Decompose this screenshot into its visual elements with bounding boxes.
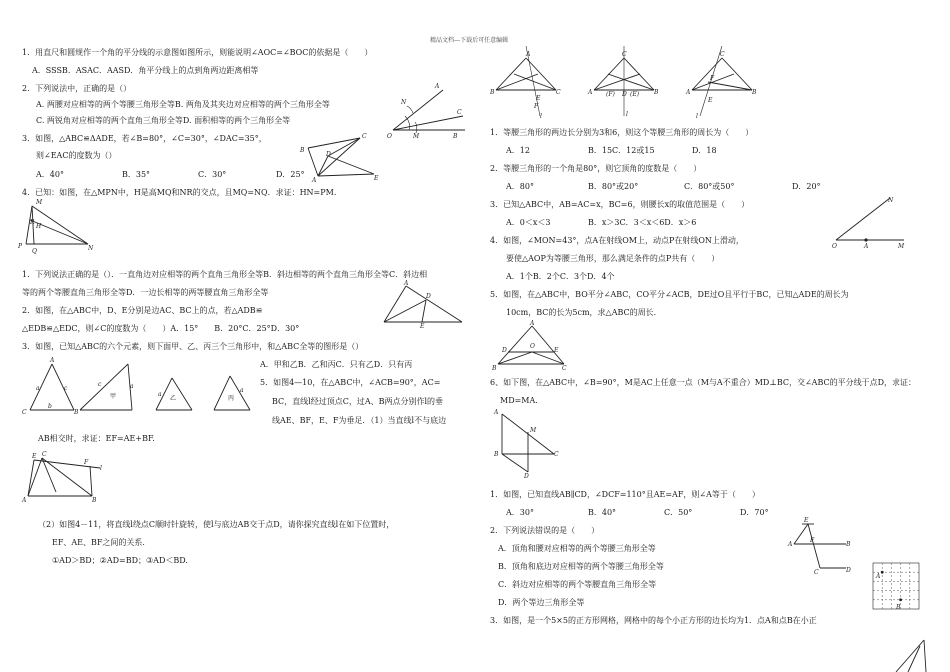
right-q5-stem-cont: 10cm，BC的长为5cm，求△ABC的周长．	[506, 308, 662, 317]
question-3-stem-cont: 则∠EAC的度数为（）	[36, 151, 117, 160]
section2-q5-part2: （2）如图4－11，将直线l绕点C顺时针旋转，使l与底边AB交于点D，请你探究直线l在如下位置时，	[38, 520, 395, 529]
svg-text:c: c	[64, 385, 68, 392]
triangle-jia-label: 甲	[110, 393, 117, 400]
right-q4-options: A．1个B．2个C．3个D．4个	[506, 272, 615, 281]
triangle-bisector-o-figure	[492, 322, 572, 372]
svg-text:B: B	[896, 604, 901, 611]
right-q3-option-a: A．0＜x＜3	[506, 218, 551, 227]
svg-text:B: B	[492, 365, 497, 372]
svg-text:C: C	[362, 133, 367, 140]
section2-q5-cont1: BC，直线l经过顶点C，过A、B两点分别作l的垂	[272, 397, 444, 406]
right-s2-q2-option-b: B．顶角和底边对应相等的两个等腰三角形全等	[498, 562, 664, 571]
svg-text:M: M	[530, 427, 537, 434]
question-3-option-c: C．30°	[198, 170, 227, 179]
top-figure-3	[686, 44, 766, 119]
right-s2-q2-stem: 2．下列说法错误的是（ ）	[490, 526, 600, 535]
section2-q1-stem: 1．下列说法正确的是（）．一直角边对应相等的两个直角三角形全等B．斜边相等的两个直角三角形全等C．斜边相	[22, 270, 428, 279]
svg-text:E: E	[32, 453, 37, 460]
svg-text:M: M	[413, 133, 420, 140]
perpendicular-line-figure	[22, 448, 107, 503]
svg-text:C: C	[554, 451, 559, 458]
right-s2-q1-stem: 1．如图，已知直线AB∥CD，∠DCF=110°且AE=AF，则∠A等于（ ）	[490, 490, 760, 499]
triangle-ade-figure	[380, 280, 470, 330]
svg-text:l: l	[696, 113, 698, 120]
svg-text:b: b	[48, 403, 52, 410]
svg-text:O: O	[530, 343, 535, 350]
svg-text:D: D	[426, 293, 431, 300]
question-2-options-cd: C. 两锐角对应相等的两个直角三角形全等D. 面积相等的两个三角形全等	[36, 116, 291, 125]
top-figure-2	[588, 44, 668, 119]
svg-text:A: A	[494, 409, 499, 416]
svg-text:E: E	[554, 347, 559, 354]
svg-text:l: l	[540, 113, 542, 120]
svg-text:B: B	[74, 409, 79, 416]
question-1-stem: 1．用直尺和圆规作一个角的平分线的示意图如图所示，则能说明∠AOC=∠BOC的依据是（ ）	[22, 48, 373, 57]
right-s2-q1-option-d: D．70°	[740, 508, 769, 517]
svg-text:A: A	[788, 541, 793, 548]
svg-text:A: A	[588, 89, 593, 96]
svg-text:B: B	[92, 497, 97, 504]
svg-text:E: E	[708, 97, 713, 104]
svg-text:a: a	[240, 387, 244, 394]
section2-q3-stem: 3．如图，已知△ABC的六个元素，则下面甲、乙、丙三个三角形中，和△ABC全等的图形是（）	[22, 342, 364, 351]
congruent-triangles-figure	[298, 132, 383, 182]
right-q1-stem: 1．等腰三角形的两边长分别为3和6，则这个等腰三角形的周长为（ ）	[490, 128, 754, 137]
svg-text:O: O	[387, 133, 392, 140]
svg-text:(E): (E)	[630, 91, 640, 98]
svg-text:B: B	[453, 133, 458, 140]
angle-bisector-figure	[385, 78, 470, 143]
svg-text:C: C	[42, 451, 47, 458]
top-figure-1	[490, 44, 570, 119]
svg-text:E: E	[536, 95, 541, 102]
svg-text:A: A	[876, 573, 881, 580]
question-2-stem: 2．下列说法中，正确的是（）	[22, 84, 132, 93]
svg-text:D: D	[846, 567, 851, 574]
svg-text:B: B	[654, 89, 659, 96]
svg-text:O: O	[832, 243, 837, 250]
svg-text:B: B	[846, 541, 851, 548]
svg-text:A: A	[435, 83, 440, 90]
svg-text:N: N	[888, 197, 894, 204]
section2-q3-options: A．甲和乙B．乙和丙C．只有乙D．只有丙	[260, 360, 413, 369]
angle-mon-figure	[830, 196, 910, 251]
six-element-triangles-figure	[22, 358, 252, 418]
triangle-mpn-figure	[18, 198, 97, 258]
svg-text:A: A	[686, 89, 691, 96]
question-3-option-a: A．40°	[36, 170, 64, 179]
svg-text:D: D	[326, 151, 331, 158]
right-q5-stem: 5．如图，在△ABC中，BO平分∠ABC，CO平分∠ACB，DE过O且平行于BC，已知△ADE的周长为	[490, 290, 849, 299]
right-q6-stem: 6、如下图，在△ABC中，∠B=90°，M是AC上任意一点（M与A不重合）MD⊥BC，交∠ABC的平分线于点D，求证：	[490, 378, 917, 387]
svg-text:R: R	[30, 219, 35, 226]
right-s2-q2-option-a: A．顶角和腰对应相等的两个等腰三角形全等	[498, 544, 656, 553]
svg-text:l: l	[100, 465, 102, 472]
svg-text:a: a	[158, 391, 162, 398]
svg-text:C: C	[457, 109, 462, 116]
right-q2-option-c: C．80°或50°	[684, 182, 735, 191]
svg-text:F: F	[84, 459, 89, 466]
right-q1-option-d: D．18	[692, 146, 717, 155]
svg-text:F: F	[534, 103, 539, 110]
right-s2-q1-option-b: B．40°	[588, 508, 617, 517]
svg-text:Q: Q	[32, 248, 37, 255]
right-q3-option-bcd: B．x＞3C．3＜x＜6D．x＞6	[588, 218, 697, 227]
section2-q5-part2-cont: EF、AE、BF之间的关系．	[52, 538, 151, 547]
svg-text:B: B	[490, 89, 495, 96]
svg-text:P: P	[18, 243, 23, 250]
svg-text:D: D	[502, 347, 507, 354]
svg-text:C: C	[720, 51, 725, 58]
svg-text:F: F	[810, 537, 815, 544]
svg-text:M: M	[898, 243, 905, 250]
right-q1-option-bc: B．15C．12或15	[588, 146, 655, 155]
svg-text:B: B	[494, 451, 499, 458]
svg-text:A: A	[530, 320, 535, 327]
right-q2-option-b: B．80°或20°	[588, 182, 639, 191]
question-3-option-d: D．25°	[276, 170, 305, 179]
right-q2-stem: 2．等腰三角形的一个角是80°，则它顶角的度数是（ ）	[490, 164, 702, 173]
svg-text:D: D	[622, 91, 627, 98]
svg-text:C: C	[622, 51, 627, 58]
question-3-stem: 3．如图，△ABC≌ΔADE，若∠B=80°，∠C=30°，∠DAC=35°，	[22, 134, 267, 143]
svg-text:B: B	[752, 89, 757, 96]
section2-q5-stem: 5．如图4—10，在△ABC中，∠ACB=90°，AC=	[260, 378, 441, 387]
right-triangle-md-figure	[494, 408, 564, 480]
svg-text:C: C	[556, 89, 561, 96]
svg-text:N: N	[88, 245, 94, 252]
svg-text:c: c	[98, 381, 102, 388]
section2-q1-cont: 等的两个等腰直角三角形全等D．一边长相等的两等腰直角三角形全等	[22, 288, 269, 297]
svg-text:E: E	[804, 517, 809, 524]
triangle-bing-label: 丙	[228, 395, 235, 402]
section2-q5-cases: ①AD＞BD；②AD=BD；③AD＜BD.	[52, 556, 188, 565]
right-q1-option-a: A．12	[506, 146, 530, 155]
question-2-options-ab: A. 两腰对应相等的两个等腰三角形全等B. 两角及其夹边对应相等的两个三角形全等	[36, 100, 330, 109]
question-1-options: A．SSSB．ASAC．AASD．角平分线上的点到角两边距离相等	[32, 66, 259, 75]
right-q6-stem-cont: MD=MA.	[500, 396, 538, 405]
svg-text:A: A	[50, 357, 55, 364]
section2-q5-cont3: AB相交时，求证：EF=AE+BF.	[38, 434, 155, 443]
right-q4-stem: 4．如图，∠MON=43°，点A在射线OM上，动点P在射线ON上滑动，	[490, 236, 744, 245]
question-4-stem: 4．已知：如图，在△MPN中，H是高MQ和NR的交点，且MQ=NQ．求证：HN=PM.	[22, 188, 337, 197]
right-s2-q1-option-a: A．30°	[506, 508, 534, 517]
svg-text:(F): (F)	[606, 91, 615, 98]
right-s2-q1-option-c: C．50°	[664, 508, 693, 517]
section2-q2-cont: △EDB≌△EDC，则∠C的度数为（ ）A．15° B．20°C．25°D．30°	[22, 324, 300, 333]
triangle-yi-label: 乙	[170, 395, 177, 402]
svg-text:A: A	[404, 280, 409, 287]
svg-text:l: l	[626, 111, 628, 118]
svg-text:N: N	[401, 99, 407, 106]
page-header: 精品文档---下载后可任意编辑	[430, 37, 509, 44]
svg-text:A: A	[526, 51, 531, 58]
svg-text:a: a	[36, 385, 40, 392]
right-q2-option-a: A．80°	[506, 182, 534, 191]
svg-text:M: M	[36, 199, 43, 206]
svg-text:E: E	[420, 323, 425, 330]
svg-text:A: A	[312, 177, 317, 184]
parallel-lines-figure	[786, 512, 856, 574]
svg-text:C: C	[814, 569, 819, 576]
svg-text:A: A	[864, 243, 869, 250]
right-q3-stem: 3．已知△ABC中，AB=AC=x，BC=6，则腰长x的取值范围是（ ）	[490, 200, 750, 209]
svg-text:B: B	[300, 147, 305, 154]
partial-triangle-figure	[890, 636, 930, 672]
svg-text:a: a	[130, 383, 134, 390]
svg-text:C: C	[562, 365, 567, 372]
question-3-option-b: B．35°	[122, 170, 151, 179]
svg-text:C: C	[22, 409, 27, 416]
right-s2-q2-option-d: D．两个等边三角形全等	[498, 598, 585, 607]
right-s2-q3-stem: 3．如图，是一个5×5的正方形网格，网格中的每个小正方形的边长均为1．点A和点B在小正	[490, 616, 817, 625]
right-q2-option-d: D．20°	[792, 182, 821, 191]
svg-text:H: H	[36, 223, 42, 230]
svg-text:E: E	[374, 175, 379, 182]
grid-5x5-figure	[872, 562, 922, 614]
right-s2-q2-option-c: C．斜边对应相等的两个等腰直角三角形全等	[498, 580, 657, 589]
svg-text:D: D	[524, 473, 529, 480]
section2-q2-stem: 2．如图，在△ABC中，D、E分别是边AC、BC上的点，若△ADB≌	[22, 306, 263, 315]
section2-q5-cont2: 线AE、BF，E、F为垂足．（1）当直线l不与底边	[272, 416, 447, 425]
svg-text:A: A	[22, 497, 27, 504]
right-q4-stem-cont: 要使△AOP为等腰三角形，那么满足条件的点P共有（ ）	[506, 254, 720, 263]
svg-text:F: F	[710, 75, 715, 82]
